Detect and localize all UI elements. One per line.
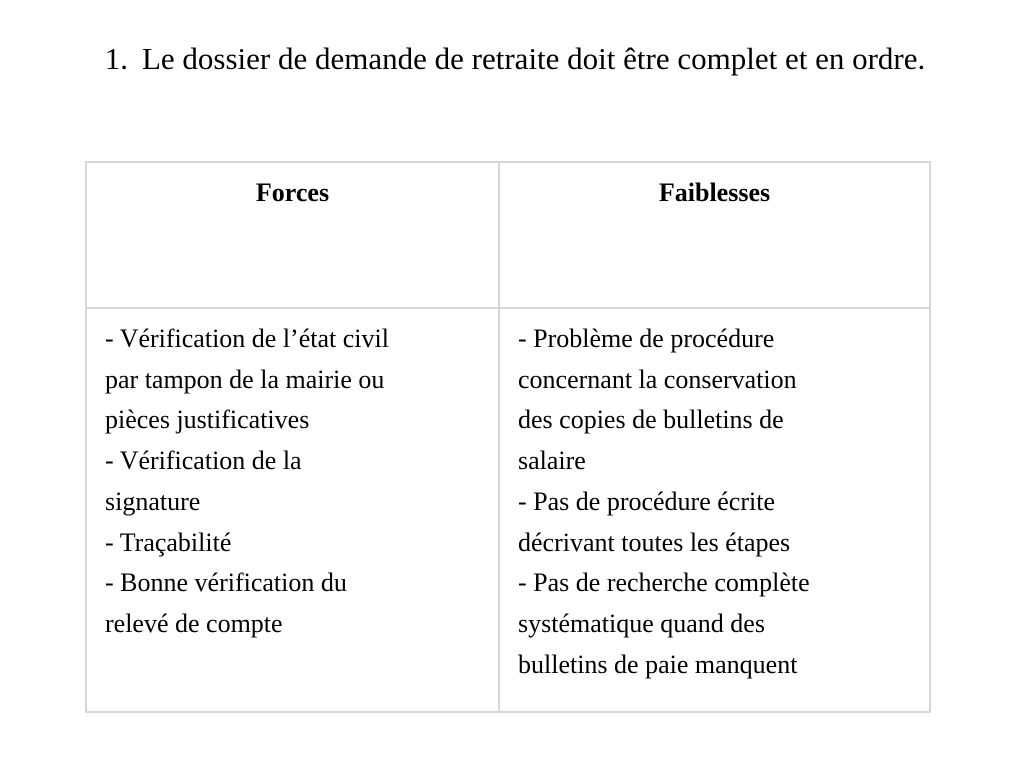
title-text: Le dossier de demande de retraite doit être complet et en ordre. [141,41,926,76]
faiblesses-line: - Pas de procédure écrite [518,486,775,516]
forces-line: - Vérification de la [105,446,302,476]
faiblesses-line: décrivant toutes les étapes [518,527,791,557]
faiblesses-line: - Problème de procédure [518,324,775,353]
table-header-row [86,162,930,308]
faiblesses-line: systématique quand des [518,608,765,638]
title-number: 1. [104,41,128,76]
forces-line: signature [105,486,201,516]
faiblesses-line: des copies de bulletins de [518,405,784,435]
slide-title [50,38,980,80]
faiblesses-line: bulletins de paie manquent [518,649,798,679]
table-row [86,308,930,712]
strengths-weaknesses-table [85,161,931,713]
forces-cell [86,308,499,712]
forces-line: - Vérification de l’état civil [105,324,389,353]
forces-line: pièces justificatives [105,405,310,435]
forces-line: - Traçabilité [105,527,232,557]
header-forces: Forces [86,162,499,308]
faiblesses-line: concernant la conservation [518,364,797,394]
faiblesses-line: salaire [518,446,586,476]
faiblesses-cell [499,308,930,712]
header-faiblesses: Faiblesses [499,162,930,308]
forces-line: relevé de compte [105,608,283,638]
forces-line: - Bonne vérification du [105,568,347,598]
faiblesses-line: - Pas de recherche complète [518,568,810,598]
forces-line: par tampon de la mairie ou [105,364,385,394]
